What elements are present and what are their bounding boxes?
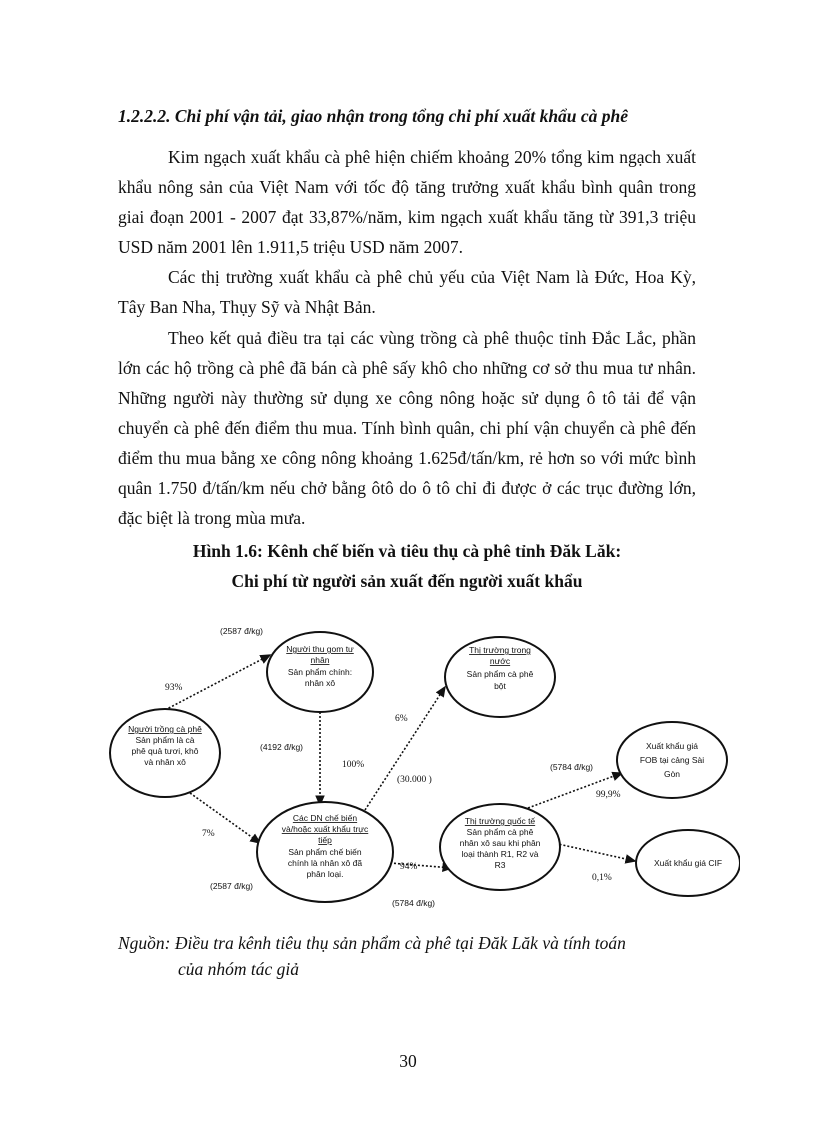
svg-text:và nhân xô: và nhân xô: [144, 757, 186, 767]
coffee-channel-diagram: [100, 615, 740, 915]
figure-title-line1: Hình 1.6: Kênh chế biến và tiêu thụ cà phê tỉnh Đăk Lăk:: [192, 541, 622, 561]
svg-text:chính là nhân xô đã: chính là nhân xô đã: [287, 858, 363, 868]
figure-title-line2: Chi phí từ người sản xuất đến người xuất khẩu: [231, 571, 583, 591]
label-pct-processor-domestic: 6%: [395, 714, 408, 724]
arrow-processor-domestic: [365, 687, 445, 810]
page-number: 30: [399, 1051, 417, 1071]
label-pct-processor-intl: 94%: [400, 862, 418, 872]
svg-text:Xuất khẩu giá: Xuất khẩu giá: [646, 741, 698, 751]
label-pct-intl-fob: 99,9%: [596, 790, 621, 800]
source-line2: của nhóm tác giả: [178, 959, 300, 979]
paragraph-1: Kim ngạch xuất khẩu cà phê hiện chiếm khoảng 20% tổng kim ngạch xuất khẩu nông sản của Việt Nam với tốc độ tăng trưởng xuất khẩu bình quân trong giai đoạn 2001 - 2007 đạt 33,87%/năm, kim ngạch xuất khẩu tăng từ 391,3 triệu USD năm 2001 lên 1.911,5 triệu USD năm 2007.: [118, 147, 696, 257]
node-international-market: [440, 804, 560, 890]
paragraph-2: Các thị trường xuất khẩu cà phê chủ yếu của Việt Nam là Đức, Hoa Kỳ, Tây Ban Nha, Thụy Sỹ và Nhật Bản.: [118, 267, 696, 317]
label-pct-intl-cif: 0,1%: [592, 873, 612, 883]
svg-text:Thị trường trong: Thị trường trong: [469, 645, 531, 655]
node-fob-export: [617, 722, 727, 798]
svg-text:Sản phẩm chế biến: Sản phẩm chế biến: [288, 847, 362, 857]
svg-text:phê quả tươi, khô: phê quả tươi, khô: [131, 746, 199, 756]
node-domestic-market: [445, 637, 555, 717]
svg-text:Sản phẩm chính:: Sản phẩm chính:: [287, 667, 353, 677]
arrow-grower-processor: [190, 793, 260, 843]
label-pct-grower-processor: 7%: [202, 829, 215, 839]
label-cost-intl-fob: (5784 đ/kg): [550, 762, 593, 772]
node-collector: [267, 632, 373, 712]
svg-text:tiếp: tiếp: [318, 835, 332, 845]
svg-text:Sản phẩm cà phê: Sản phẩm cà phê: [466, 669, 534, 679]
label-cost-collector-processor: (4192 đ/kg): [260, 742, 303, 752]
svg-text:Gòn: Gòn: [663, 769, 681, 779]
svg-text:Người trồng cà phê: Người trồng cà phê: [128, 724, 202, 734]
section-heading: 1.2.2.2. Chi phí vận tải, giao nhận trong tổng chi phí xuất khẩu cà phê: [118, 106, 629, 126]
label-cost-grower-processor: (2587 đ/kg): [210, 881, 253, 891]
svg-text:bột: bột: [494, 681, 506, 691]
figure-source: [118, 930, 626, 982]
label-pct-collector-processor: 100%: [342, 760, 365, 770]
svg-text:R3: R3: [494, 860, 506, 870]
svg-text:loại thành R1, R2 và: loại thành R1, R2 và: [461, 849, 539, 859]
svg-text:Sản phẩm là cà: Sản phẩm là cà: [135, 735, 195, 745]
label-cost-processor-domestic: (30.000 ): [397, 775, 432, 785]
svg-text:phân loại.: phân loại.: [306, 869, 344, 879]
svg-text:nước: nước: [489, 656, 511, 666]
svg-text:Sản phẩm cà phê: Sản phẩm cà phê: [466, 827, 534, 837]
svg-text:FOB tại cảng Sài: FOB tại cảng Sài: [639, 755, 705, 765]
label-cost-processor-intl: (5784 đ/kg): [392, 898, 435, 908]
node-grower: [110, 709, 220, 797]
label-cost-grower-collector: (2587 đ/kg): [220, 626, 263, 636]
svg-text:nhân xô: nhân xô: [304, 678, 336, 688]
svg-text:và/hoặc xuất khẩu trực: và/hoặc xuất khẩu trực: [281, 824, 369, 834]
svg-text:Thị trường quốc tế: Thị trường quốc tế: [464, 816, 536, 826]
svg-text:Xuất khẩu giá CIF: Xuất khẩu giá CIF: [653, 858, 723, 868]
label-pct-grower-collector: 93%: [165, 683, 183, 693]
paragraph-3: Theo kết quả điều tra tại các vùng trồng cà phê thuộc tỉnh Đắc Lắc, phần lớn các hộ trồng cà phê đã bán cà phê sấy khô cho những cơ sở thu mua tư nhân. Những người này thường sử dụng xe công nông hoặc sử dụng ô tô tải để vận chuyển cà phê đến điểm thu mua. Tính bình quân, chi phí vận chuyển cà phê đến điểm thu mua bằng xe công nông khoảng 1.625đ/tấn/km, rẻ hơn so với mức bình quân 1.750 đ/tấn/km nếu chở bằng ôtô do ô tô chỉ đi được ở các trục đường lớn, đặc biệt là trong mùa mưa.: [118, 328, 696, 528]
svg-text:Các DN chế biến: Các DN chế biến: [292, 813, 358, 823]
node-cif-export: [636, 830, 740, 896]
svg-text:Người thu gom tư: Người thu gom tư: [286, 644, 354, 654]
svg-text:nhân: nhân: [310, 655, 330, 665]
source-line1: Nguồn: Điều tra kênh tiêu thụ sản phẩm cà phê tại Đăk Lăk và tính toán: [118, 933, 626, 953]
node-processor: [257, 802, 393, 902]
svg-text:nhân xô sau khi phân: nhân xô sau khi phân: [459, 838, 541, 848]
